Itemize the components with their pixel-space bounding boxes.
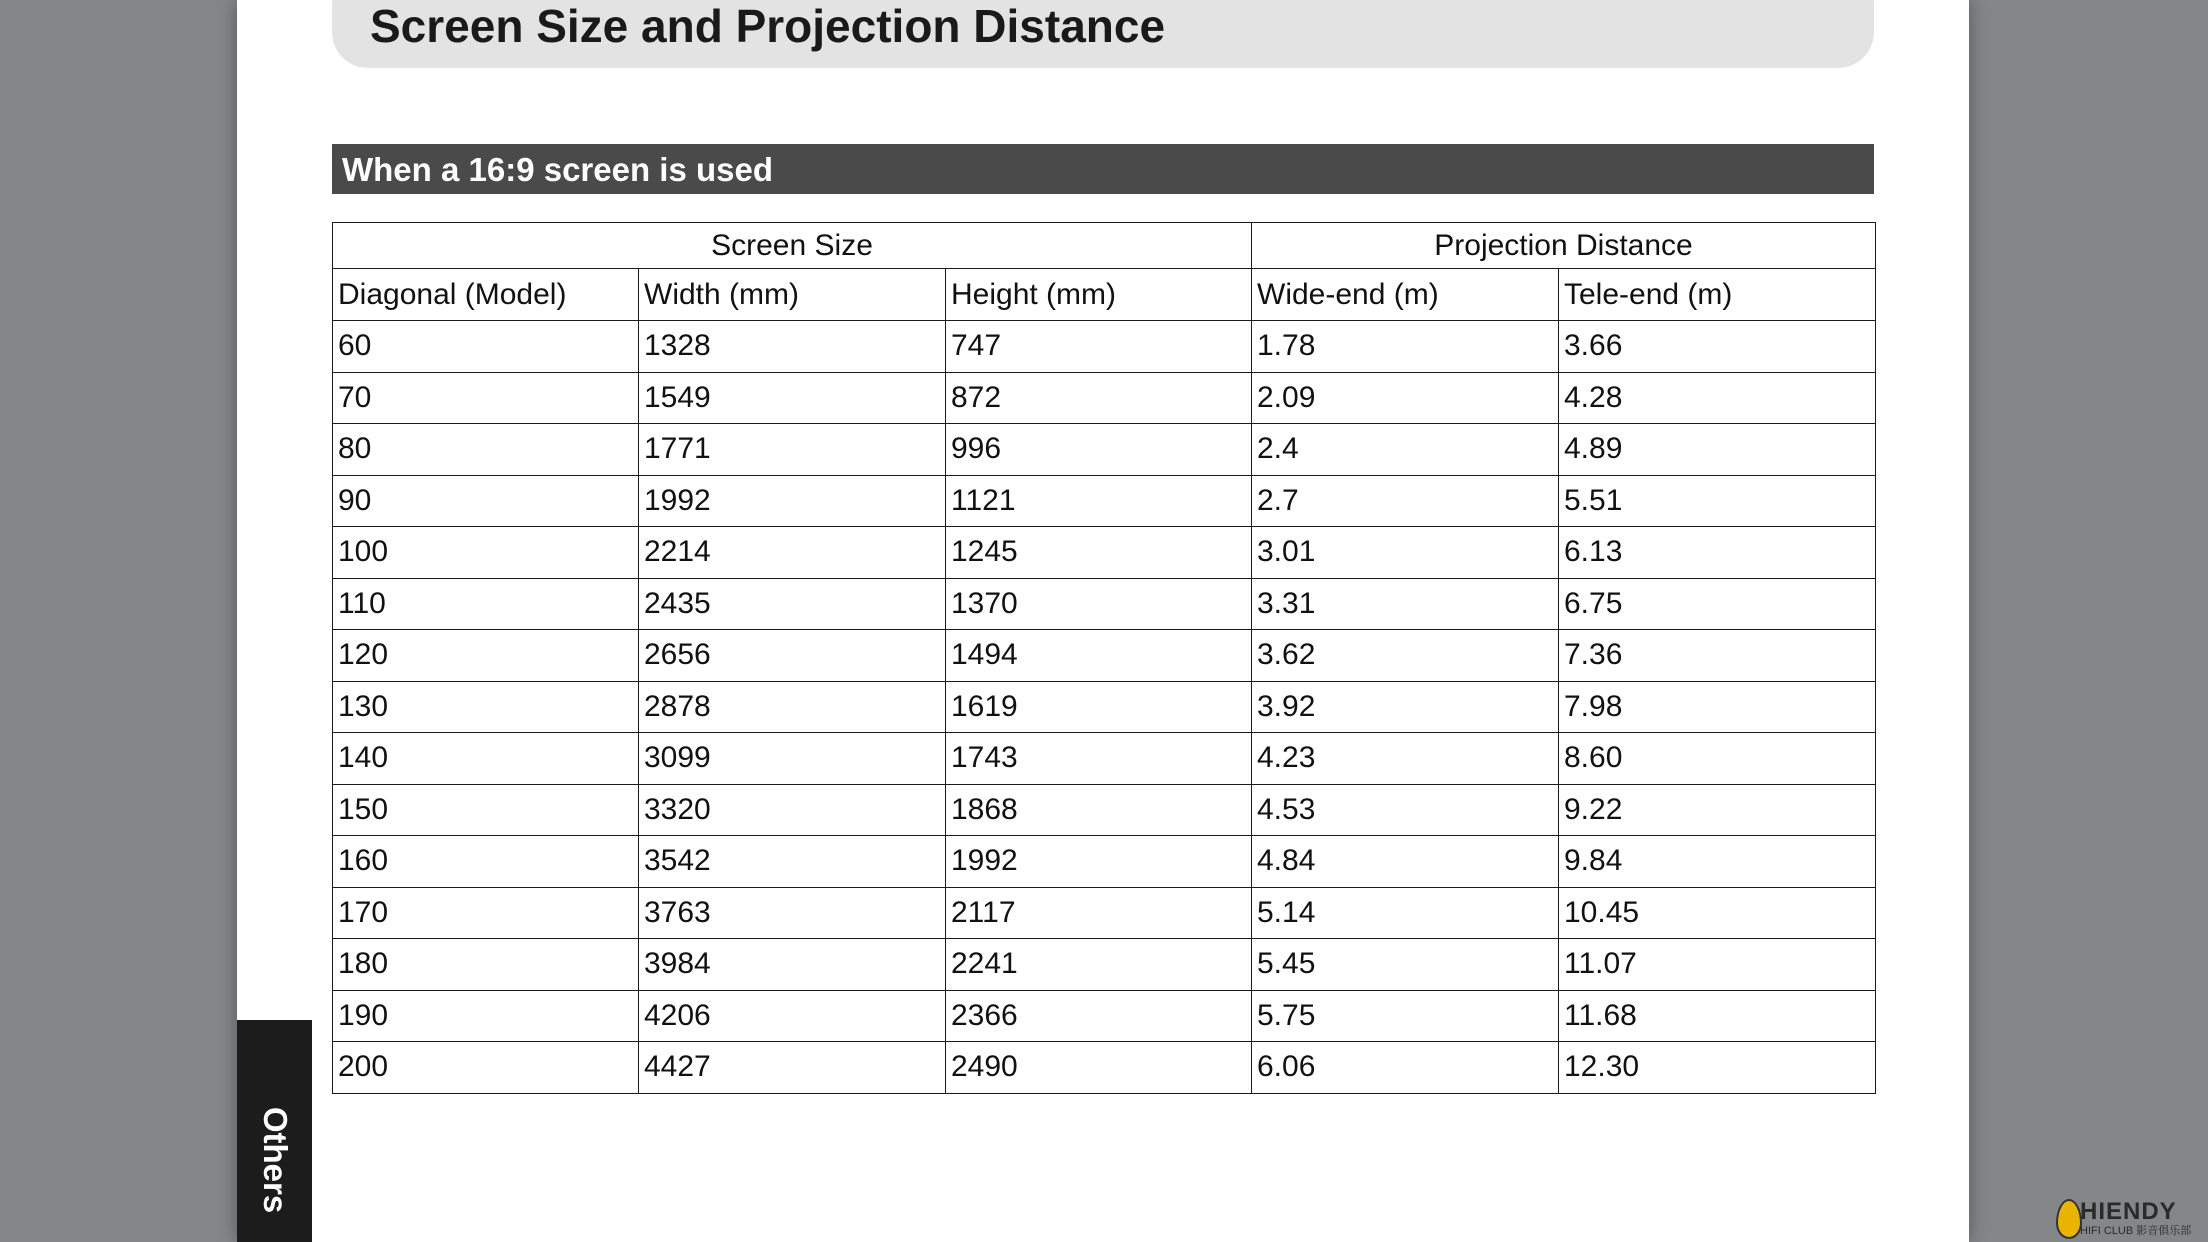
table-cell: 6.06 (1252, 1042, 1559, 1094)
group-header-projection-distance: Projection Distance (1252, 223, 1876, 269)
table-row (333, 784, 1876, 836)
table-cell: 5.14 (1252, 887, 1559, 939)
table-cell: 100 (333, 527, 639, 579)
table-cell: 3.62 (1252, 630, 1559, 682)
table-row (333, 424, 1876, 476)
table-cell: 1549 (639, 372, 946, 424)
table-cell: 5.51 (1559, 475, 1876, 527)
table-cell: 2656 (639, 630, 946, 682)
table-row (333, 836, 1876, 888)
table-cell: 3.66 (1559, 321, 1876, 373)
column-header-diagonal: Diagonal (Model) (333, 269, 639, 321)
table-cell: 2490 (946, 1042, 1252, 1094)
table-cell: 1245 (946, 527, 1252, 579)
table-cell: 4.23 (1252, 733, 1559, 785)
table-cell: 872 (946, 372, 1252, 424)
table-cell: 120 (333, 630, 639, 682)
table-cell: 3542 (639, 836, 946, 888)
table-cell: 110 (333, 578, 639, 630)
table-cell: 2366 (946, 990, 1252, 1042)
table-cell: 6.75 (1559, 578, 1876, 630)
table-cell: 190 (333, 990, 639, 1042)
group-header-row (333, 223, 1876, 269)
section-heading-bar (332, 144, 1874, 194)
table-cell: 1.78 (1252, 321, 1559, 373)
table-cell: 90 (333, 475, 639, 527)
table-row (333, 475, 1876, 527)
table-cell: 3.92 (1252, 681, 1559, 733)
side-tab-label: Others (256, 1106, 294, 1214)
table-row (333, 681, 1876, 733)
table-cell: 80 (333, 424, 639, 476)
table-row (333, 733, 1876, 785)
table-cell: 2241 (946, 939, 1252, 991)
table-row (333, 887, 1876, 939)
table-cell: 8.60 (1559, 733, 1876, 785)
table-cell: 1992 (946, 836, 1252, 888)
table-cell: 2117 (946, 887, 1252, 939)
table-row (333, 939, 1876, 991)
table-cell: 180 (333, 939, 639, 991)
table-cell: 11.07 (1559, 939, 1876, 991)
section-side-tab[interactable] (237, 1020, 312, 1242)
table-cell: 3320 (639, 784, 946, 836)
title-bar (332, 0, 1874, 68)
table-cell: 60 (333, 321, 639, 373)
table-row (333, 630, 1876, 682)
table-row (333, 527, 1876, 579)
table-row (333, 372, 1876, 424)
projection-distance-table (332, 222, 1876, 1094)
table-cell: 4206 (639, 990, 946, 1042)
table-cell: 9.22 (1559, 784, 1876, 836)
table-cell: 1619 (946, 681, 1252, 733)
watermark-logo (2054, 1196, 2204, 1240)
table-cell: 4.84 (1252, 836, 1559, 888)
table-cell: 1494 (946, 630, 1252, 682)
table-cell: 5.75 (1252, 990, 1559, 1042)
table-cell: 3.01 (1252, 527, 1559, 579)
table-cell: 747 (946, 321, 1252, 373)
column-header-tele-end: Tele-end (m) (1559, 269, 1876, 321)
table-cell: 3763 (639, 887, 946, 939)
table-row (333, 1042, 1876, 1094)
table-cell: 6.13 (1559, 527, 1876, 579)
table-cell: 12.30 (1559, 1042, 1876, 1094)
table-cell: 9.84 (1559, 836, 1876, 888)
table-body (333, 321, 1876, 1094)
table-cell: 11.68 (1559, 990, 1876, 1042)
column-header-height: Height (mm) (946, 269, 1252, 321)
hiendy-logo-icon (2056, 1199, 2082, 1239)
table-cell: 4.89 (1559, 424, 1876, 476)
table-cell: 996 (946, 424, 1252, 476)
table-row (333, 990, 1876, 1042)
column-header-row (333, 269, 1876, 321)
table-cell: 2.7 (1252, 475, 1559, 527)
table-cell: 2.4 (1252, 424, 1559, 476)
table-cell: 3099 (639, 733, 946, 785)
table-row (333, 321, 1876, 373)
table-cell: 1992 (639, 475, 946, 527)
group-header-screen-size: Screen Size (333, 223, 1252, 269)
column-header-wide-end: Wide-end (m) (1252, 269, 1559, 321)
table-cell: 1771 (639, 424, 946, 476)
table-cell: 3.31 (1252, 578, 1559, 630)
table-cell: 140 (333, 733, 639, 785)
watermark-brand: HIENDY (2080, 1198, 2177, 1225)
page-title: Screen Size and Projection Distance (370, 0, 1166, 52)
table-cell: 1121 (946, 475, 1252, 527)
table-cell: 170 (333, 887, 639, 939)
table-cell: 2214 (639, 527, 946, 579)
table-cell: 4.28 (1559, 372, 1876, 424)
table-cell: 130 (333, 681, 639, 733)
table-cell: 2435 (639, 578, 946, 630)
table-cell: 4.53 (1252, 784, 1559, 836)
table-cell: 5.45 (1252, 939, 1559, 991)
watermark-subtitle: HIFI CLUB 影音俱乐部 (2080, 1225, 2192, 1237)
table-cell: 200 (333, 1042, 639, 1094)
table-cell: 10.45 (1559, 887, 1876, 939)
column-header-width: Width (mm) (639, 269, 946, 321)
manual-page (237, 0, 1969, 1242)
table-cell: 3984 (639, 939, 946, 991)
table-cell: 70 (333, 372, 639, 424)
table-cell: 1868 (946, 784, 1252, 836)
section-heading: When a 16:9 screen is used (342, 151, 774, 188)
table-cell: 1370 (946, 578, 1252, 630)
table-cell: 1743 (946, 733, 1252, 785)
table-cell: 1328 (639, 321, 946, 373)
table-cell: 2878 (639, 681, 946, 733)
table-row (333, 578, 1876, 630)
table-cell: 4427 (639, 1042, 946, 1094)
table-cell: 150 (333, 784, 639, 836)
table-cell: 7.36 (1559, 630, 1876, 682)
table-cell: 160 (333, 836, 639, 888)
table-cell: 7.98 (1559, 681, 1876, 733)
table-cell: 2.09 (1252, 372, 1559, 424)
